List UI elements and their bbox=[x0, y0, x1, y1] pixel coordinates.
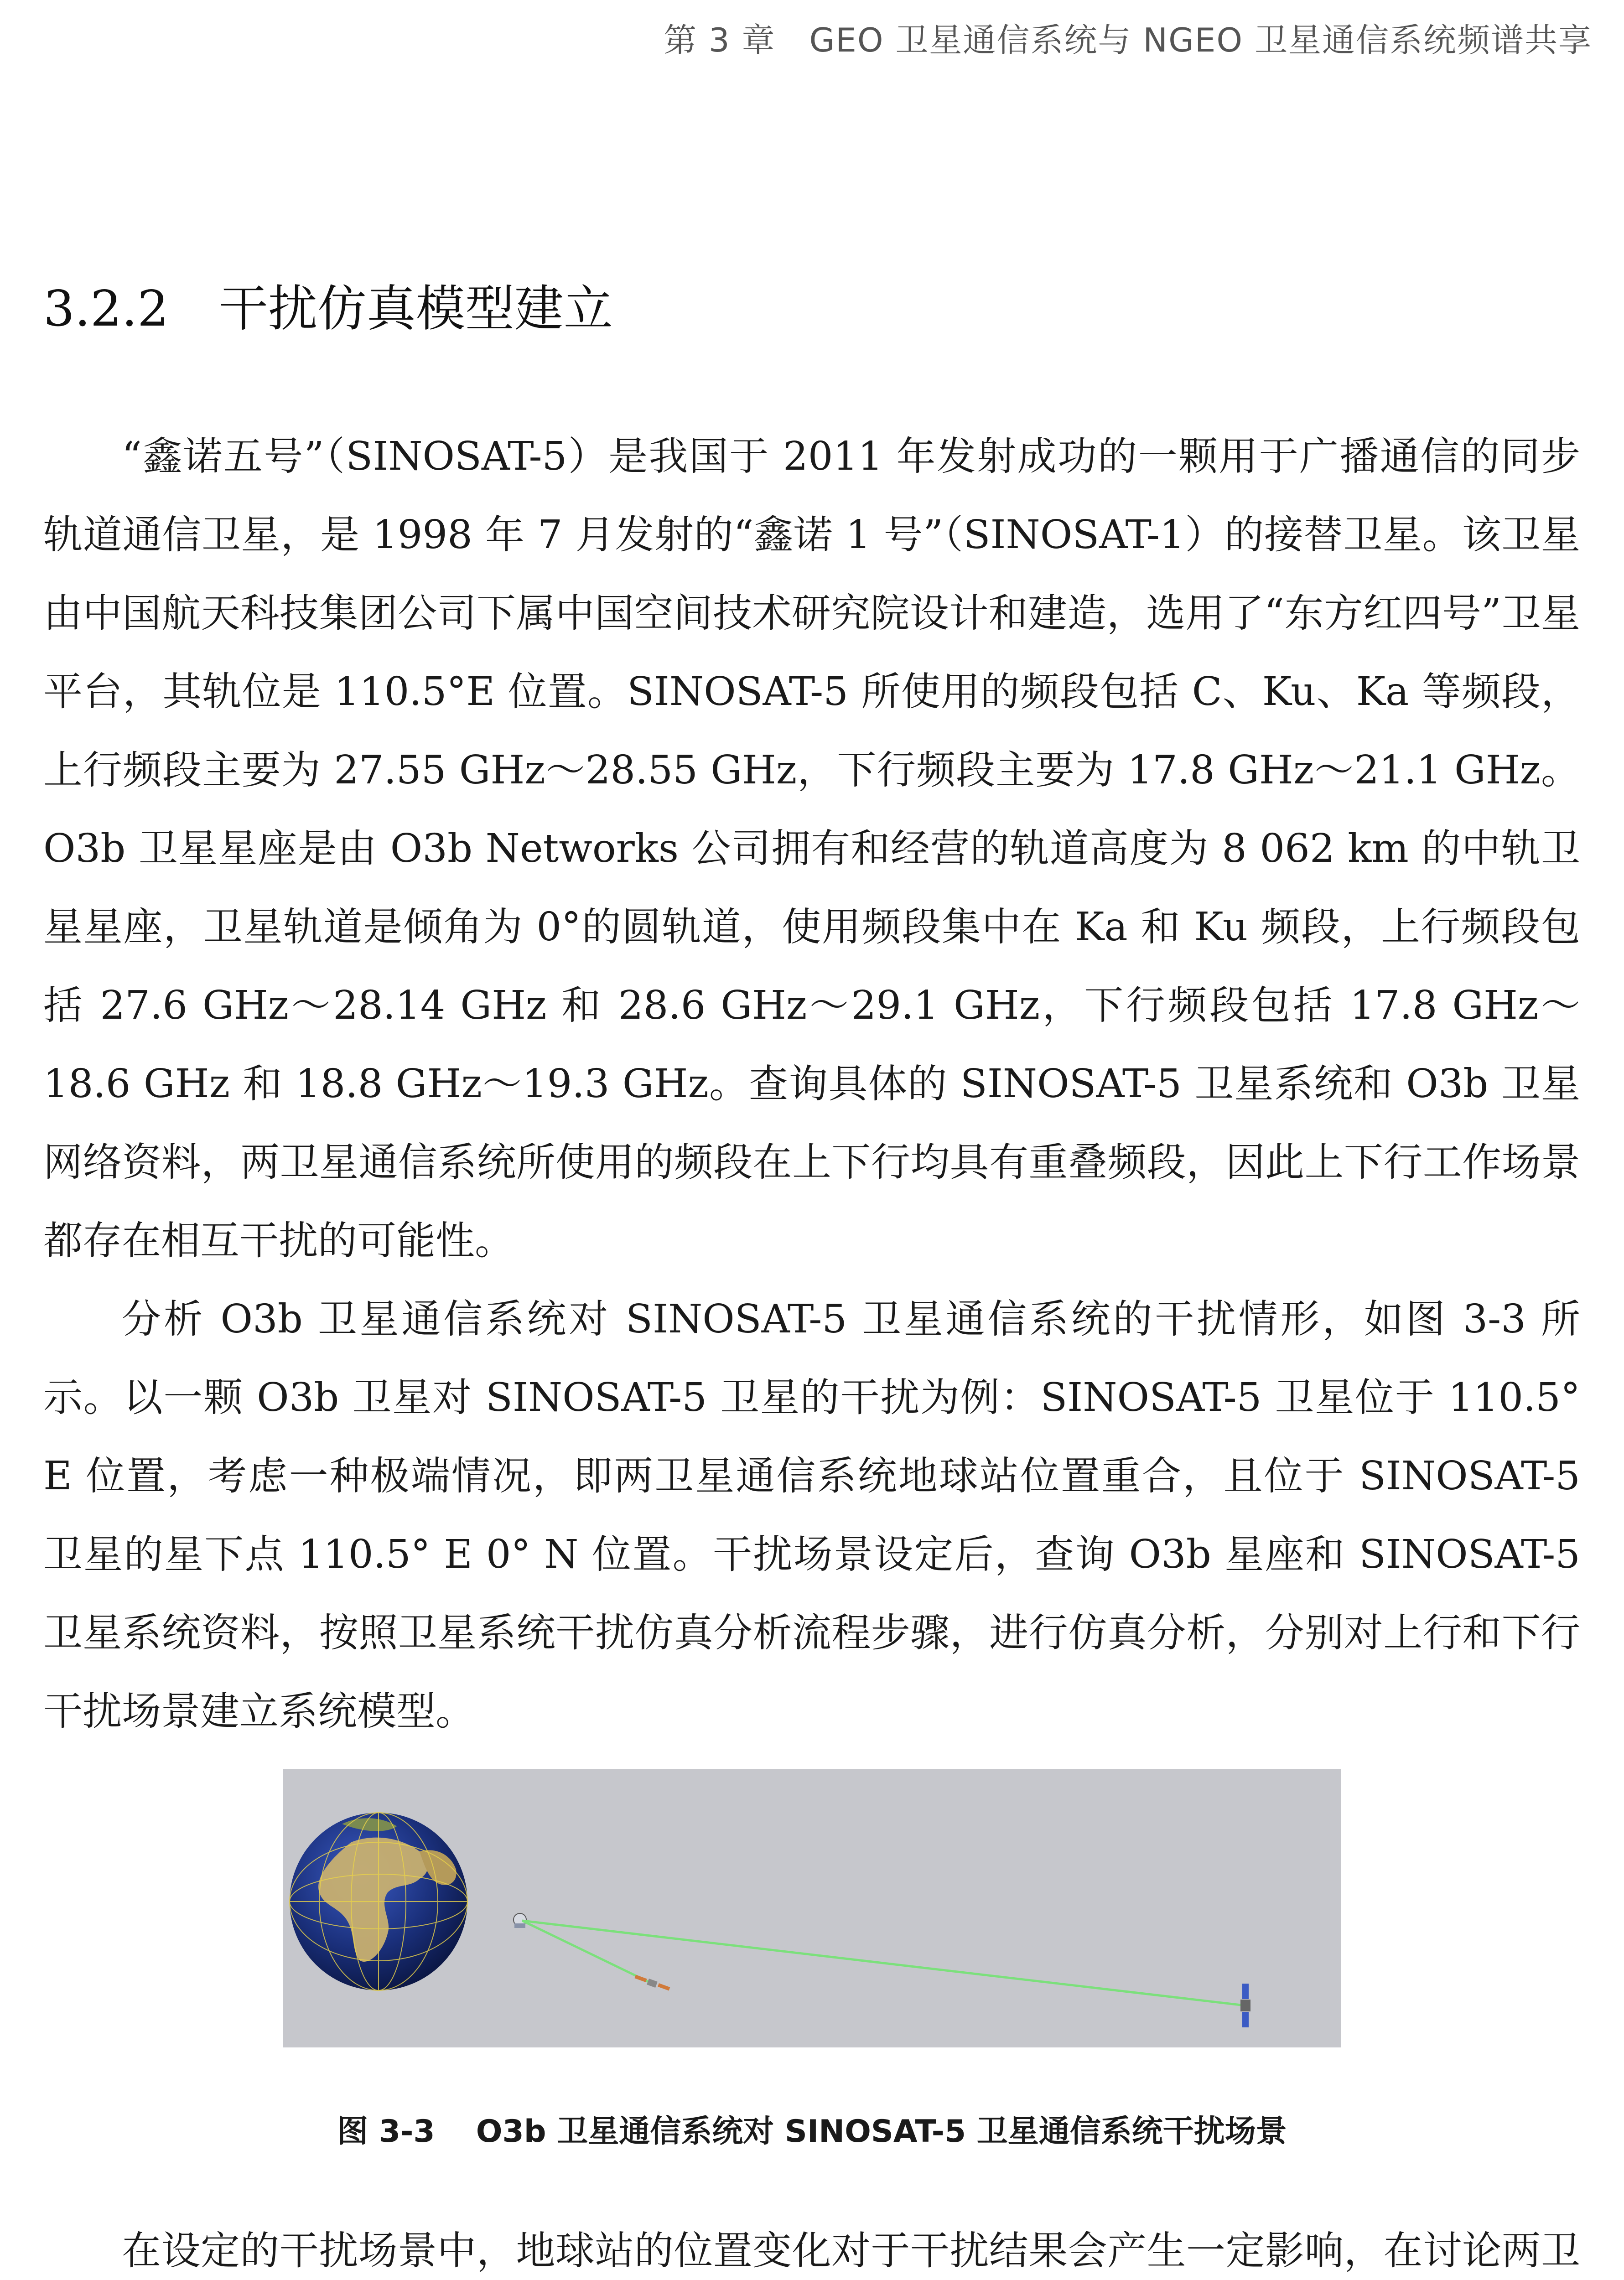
o3b-satellite-icon bbox=[634, 1975, 670, 1991]
sinosat-5-satellite-icon bbox=[1240, 1984, 1250, 2027]
figure-interference-scenario bbox=[283, 1769, 1341, 2047]
body-text-lower bbox=[43, 2212, 1580, 2280]
figure-caption bbox=[0, 2107, 1624, 2151]
figure-number: 图 3-3 bbox=[337, 2114, 435, 2150]
body-text-upper bbox=[43, 417, 1580, 1751]
section-title: 干扰仿真模型建立 bbox=[218, 280, 613, 337]
earth-globe bbox=[290, 1813, 467, 1990]
scenario-illustration bbox=[283, 1769, 1341, 2047]
section-heading bbox=[43, 269, 613, 340]
running-header: 第 3 章 GEO 卫星通信系统与 NGEO 卫星通信系统频谱共享 bbox=[663, 21, 1592, 59]
section-number: 3.2.2 bbox=[43, 280, 169, 337]
link-lines bbox=[522, 1921, 1245, 2005]
figure-caption-text: O3b 卫星通信系统对 SINOSAT-5 卫星通信系统干扰场景 bbox=[476, 2114, 1287, 2150]
paragraph: “鑫诺五号”（SINOSAT-5）是我国于 2011 年发射成功的一颗用于广播通信的同步轨道通信卫星，是 1998 年 7 月发射的“鑫诺 1 号”（SINOSAT-1）的接替卫星。该卫星由中国航天科技集团公司下属中国空间技术研究院设计和建造，选用了“东方红四号”卫星平台，其轨位是 110.5°E 位置。SINOSAT-5 所使用的频段包括 C、Ku、Ka 等频段，上行频段主要为 27.55 GHz～28.55 GHz，下行频段主要为 17.8 GHz～21.1 GHz。O3b 卫星星座是由 O3b Networks 公司拥有和经营的轨道高度为 8 062 km 的中轨卫星星座，卫星轨道是倾角为 0°的圆轨道，使用频段集中在 Ka 和 Ku 频段，上行频段包括 27.6 GHz～28.14 GHz 和 28.6 GHz～29.1 GHz，下行频段包括 17.8 GHz～18.6 GHz 和 18.8 GHz～19.3 GHz。查询具体的 SINOSAT-5 卫星系统和 O3b 卫星网络资料，两卫星通信系统所使用的频段在上下行均具有重叠频段，因此上下行工作场景都存在相互干扰的可能性。 bbox=[43, 434, 1580, 1264]
paragraph: 在设定的干扰场景中，地球站的位置变化对于干扰结果会产生一定影响，在讨论两卫 bbox=[122, 2228, 1580, 2274]
paragraph: 分析 O3b 卫星通信系统对 SINOSAT-5 卫星通信系统的干扰情形，如图 3-3 所示。以一颗 O3b 卫星对 SINOSAT-5 卫星的干扰为例：SINOSAT-5 卫星位于 110.5° E 位置，考虑一种极端情况，即两卫星通信系统地球站位置重合，且位于 SINOSAT-5 卫星的星下点 110.5° E 0° N 位置。干扰场景设定后，查询 O3b 星座和 SINOSAT-5 卫星系统资料，按照卫星系统干扰仿真分析流程步骤，进行仿真分析，分别对上行和下行干扰场景建立系统模型。 bbox=[43, 1296, 1580, 1734]
